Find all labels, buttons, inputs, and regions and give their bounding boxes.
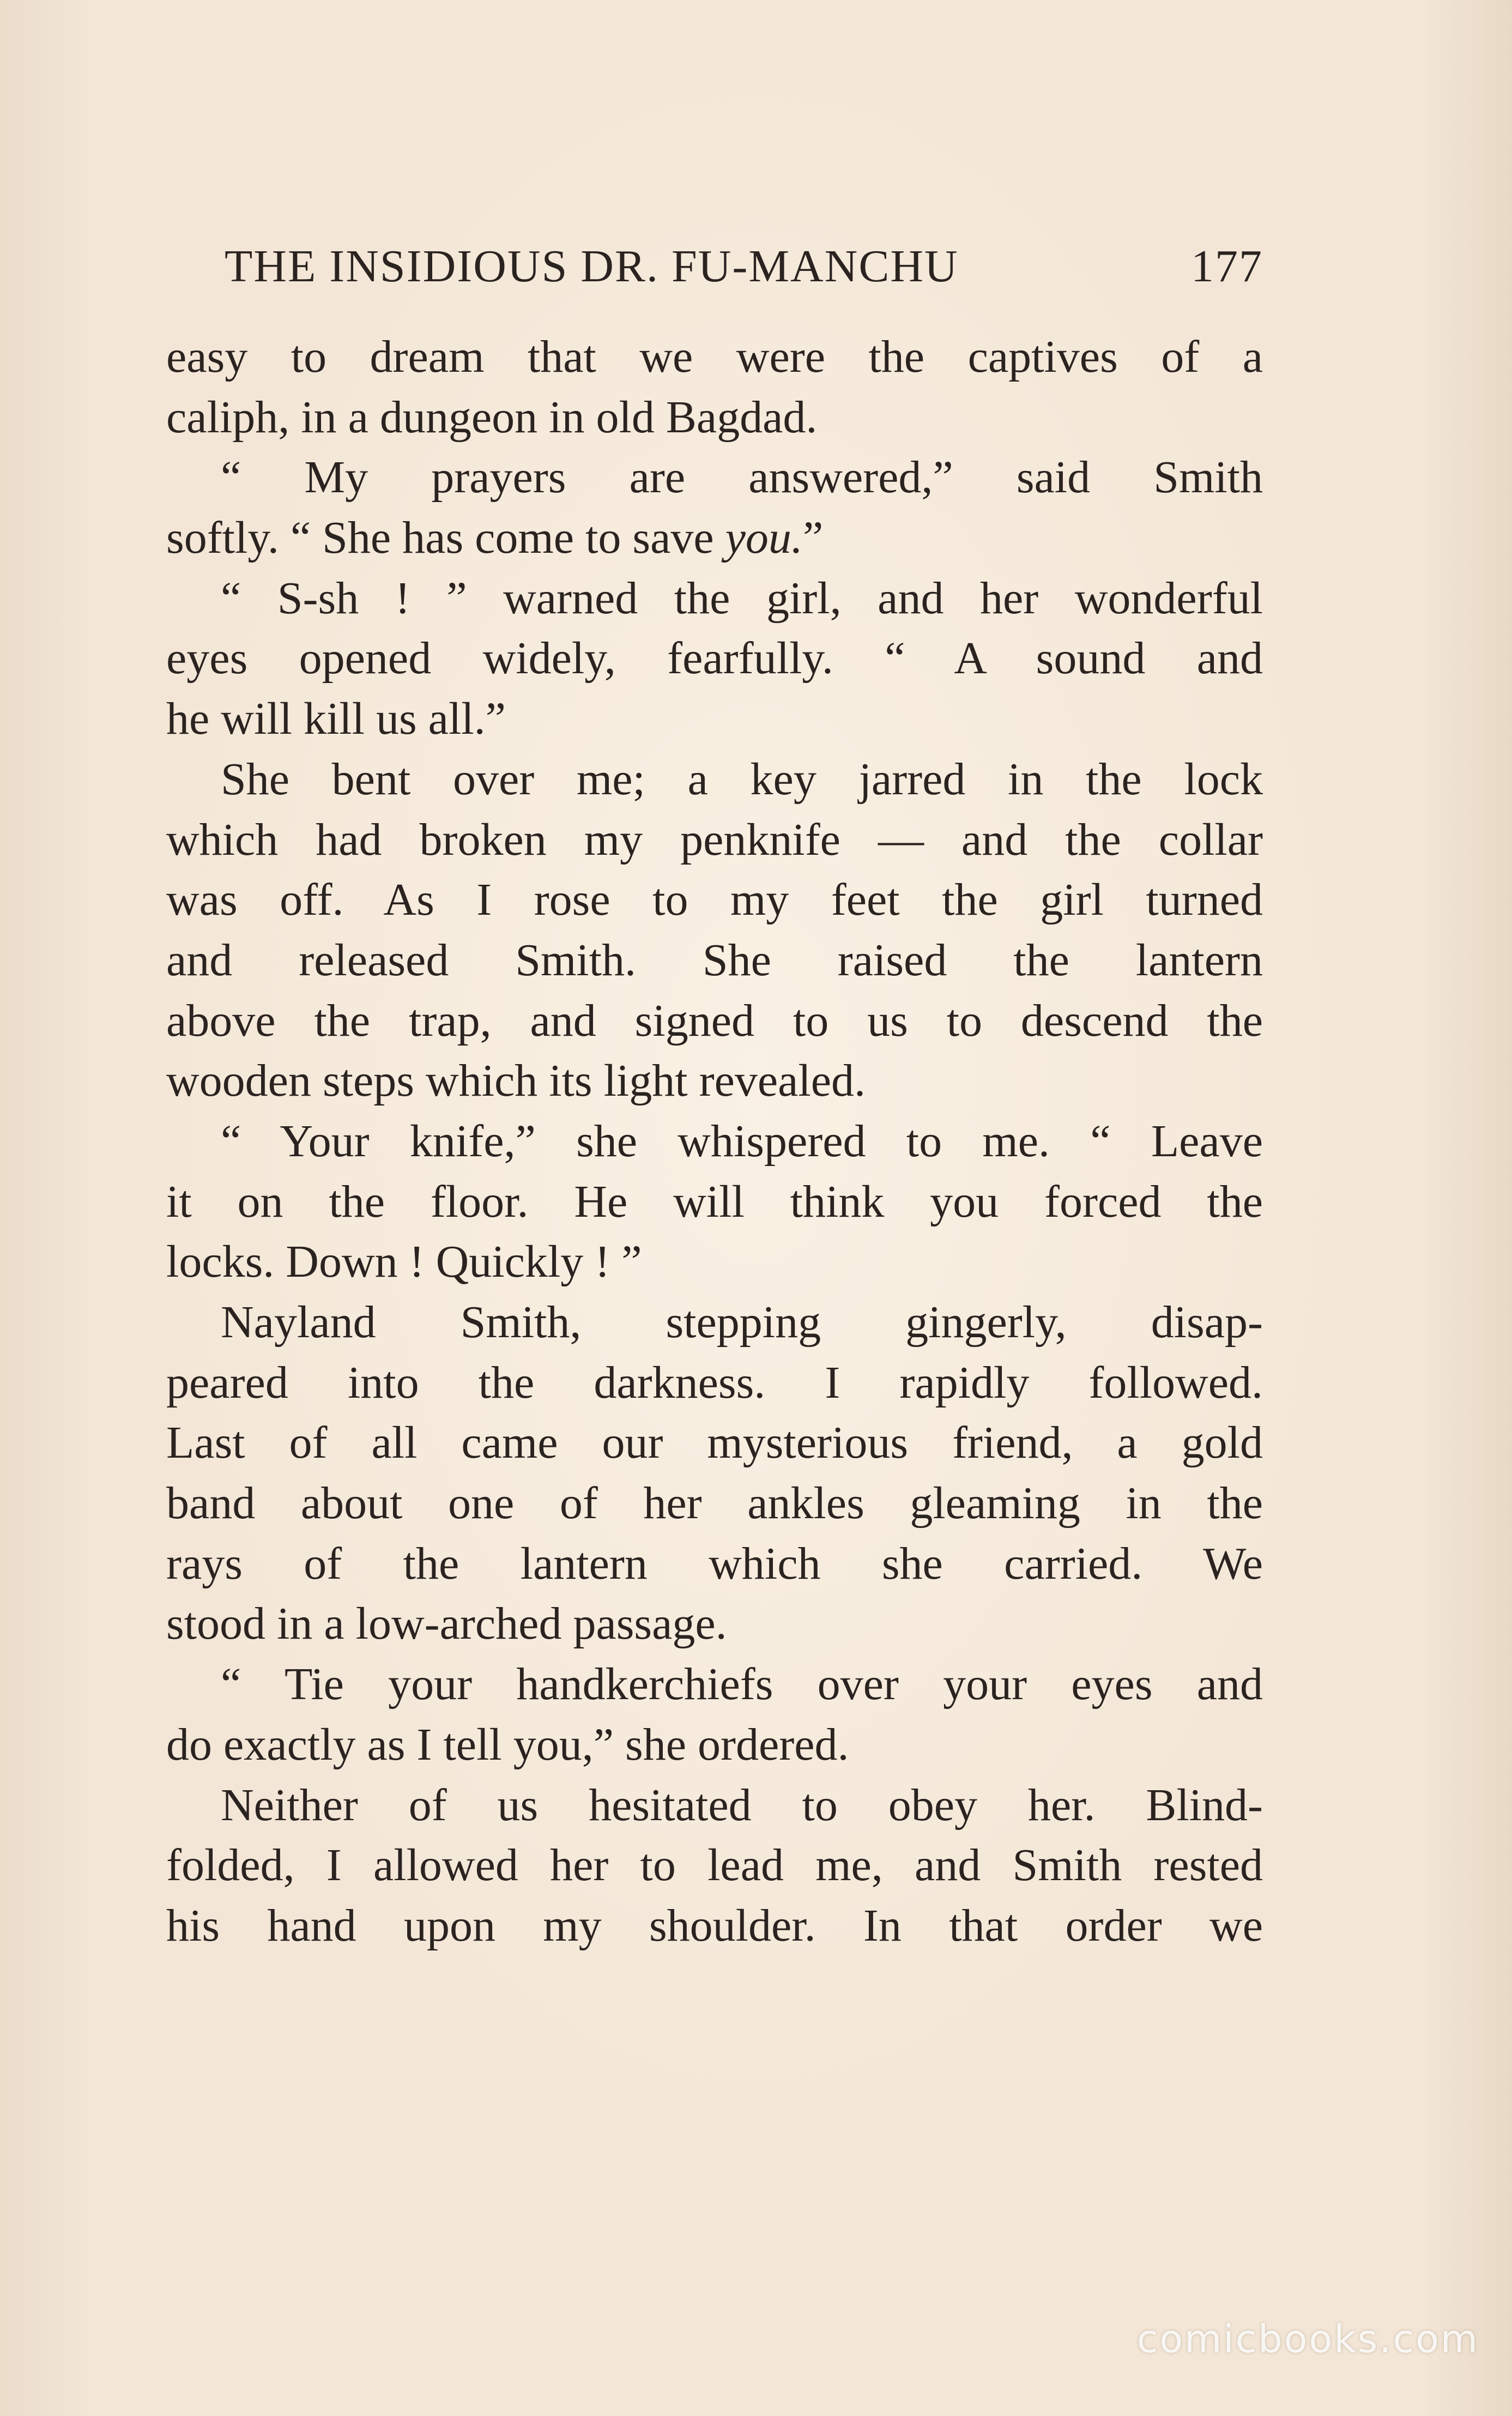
text-line: locks. Down ! Quickly ! ” [166,1236,642,1288]
text-line: “ Your knife,” she whispered to me. “ Leave [221,1115,1263,1167]
text-line: “ S-sh ! ” warned the girl, and her wonderful [221,572,1263,624]
text-line: folded, I allowed her to lead me, and Smith rested [166,1840,1263,1891]
page-header [225,240,1263,300]
text-line: which had broken my penknife — and the collar [166,814,1263,865]
text-line: softly. “ She has come to save you.” [166,512,824,564]
text-line: Neither of us hesitated to obey her. Blind- [221,1779,1263,1831]
text-line: it on the floor. He will think you forced the [166,1176,1263,1227]
running-head: THE INSIDIOUS DR. FU-MANCHU [225,241,959,292]
italic-word: you. [725,512,803,564]
text-line: “ Tie your handkerchiefs over your eyes and [221,1659,1263,1710]
watermark: comicbooks.com [1136,2317,1479,2361]
text-line: Last of all came our mysterious friend, a gold [166,1417,1263,1469]
text-line: was off. As I rose to my feet the girl turned [166,874,1263,926]
text-line: and released Smith. She raised the lantern [166,934,1263,986]
page-number: 177 [1191,241,1263,292]
text-line: he will kill us all.” [166,693,506,745]
text-line: “ My prayers are answered,” said Smith [221,452,1263,503]
text-line: She bent over me; a key jarred in the lock [221,753,1263,805]
text-line: above the trap, and signed to us to descend the [166,995,1263,1046]
text-line: wooden steps which its light revealed. [166,1055,866,1107]
text-line: his hand upon my shoulder. In that order we [166,1900,1263,1951]
text-line: caliph, in a dungeon in old Bagdad. [166,391,818,443]
body-text [166,327,1263,1956]
closing-quote: ” [802,512,824,564]
text-line: stood in a low-arched passage. [166,1598,727,1650]
text-line: peared into the darkness. I rapidly followed. [166,1357,1263,1408]
text-line: do exactly as I tell you,” she ordered. [166,1719,849,1770]
text-line: Nayland Smith, stepping gingerly, disap- [221,1297,1263,1348]
text-line: band about one of her ankles gleaming in the [166,1478,1263,1529]
text-line: easy to dream that we were the captives of a [166,331,1263,382]
text-line: eyes opened widely, fearfully. “ A sound and [166,633,1263,684]
text-line: rays of the lantern which she carried. We [166,1538,1263,1589]
